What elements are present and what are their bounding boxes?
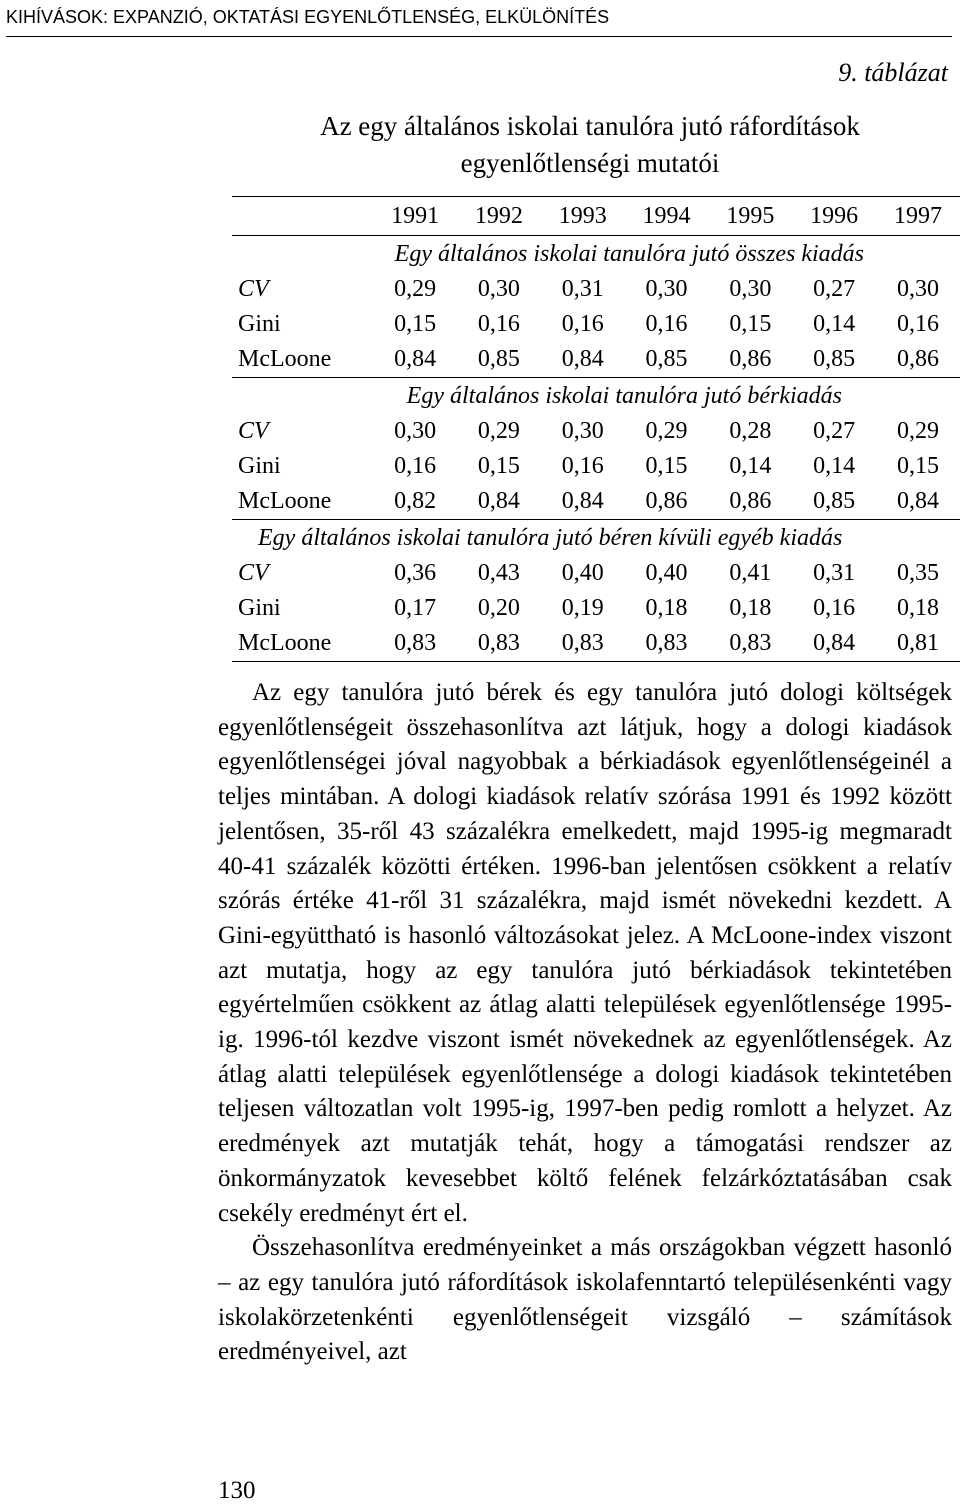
table-cell: 0,86 [708, 484, 792, 520]
table-cell: 0,85 [792, 484, 876, 520]
table-cell: 0,83 [625, 626, 709, 662]
table-title-line-1: Az egy általános iskolai tanulóra jutó ráfordítások [320, 111, 860, 141]
row-label: CV [238, 418, 269, 444]
table-row [232, 484, 960, 520]
table-cell: 0,84 [876, 484, 960, 520]
table-cell: 0,15 [394, 311, 437, 337]
table-cell: 0,83 [457, 626, 541, 662]
section-heading-row [232, 236, 960, 273]
table-cell: 0,27 [813, 276, 856, 302]
table-row [232, 272, 960, 307]
table-cell: 0,30 [897, 276, 940, 302]
table-cell: 0,15 [897, 453, 940, 479]
table-cell: 0,40 [561, 560, 604, 586]
year-header: 1997 [876, 197, 960, 236]
corner-cell [232, 197, 373, 236]
table-cell: 0,84 [792, 626, 876, 662]
row-label: Gini [238, 311, 281, 337]
table-label: 9. táblázat [838, 58, 948, 87]
table-cell: 0,83 [708, 626, 792, 662]
table-cell: 0,29 [477, 418, 520, 444]
table-cell: 0,16 [645, 311, 688, 337]
table-cell: 0,19 [561, 595, 604, 621]
table-cell: 0,16 [813, 595, 856, 621]
table-cell: 0,30 [645, 276, 688, 302]
table-row [232, 342, 960, 378]
table-row [232, 414, 960, 449]
table-cell: 0,84 [457, 484, 541, 520]
table-cell: 0,16 [477, 311, 520, 337]
table-cell: 0,82 [373, 484, 457, 520]
table-cell: 0,86 [625, 484, 709, 520]
running-header: KIHÍVÁSOK: EXPANZIÓ, OKTATÁSI EGYENLŐTLENSÉG, ELKÜLÖNÍTÉS [6, 4, 952, 37]
row-label: Gini [238, 453, 281, 479]
table-cell: 0,28 [729, 418, 772, 444]
row-label: McLoone [232, 342, 373, 378]
table-cell: 0,86 [708, 342, 792, 378]
paragraph: Összehasonlítva eredményeinket a más országokban végzett hasonló – az egy tanulóra jutó ráfordítások iskolafenntartó településenkénti vagy iskolakörzetenkénti egyenlőtlenségeit vizsgáló – számítások eredményeivel, azt [218, 1234, 952, 1366]
section-heading-row [232, 520, 960, 557]
table-cell: 0,30 [394, 418, 437, 444]
table-title-line-2: egyenlőtlenségi mutatói [460, 148, 720, 178]
table-cell: 0,30 [729, 276, 772, 302]
table-cell: 0,27 [813, 418, 856, 444]
page-number: 130 [218, 1477, 256, 1504]
table-cell: 0,31 [813, 560, 856, 586]
table-cell: 0,16 [897, 311, 940, 337]
paragraph: Az egy tanulóra jutó bérek és egy tanulóra jutó dologi költségek egyenlőtlenségeit összehasonlítva azt látjuk, hogy a dologi kiadások egyenlőtlenségei jóval nagyobbak a bérkiadások egyenlőtlenségeinél a teljes mintában. A dologi kiadások relatív szórása 1991 és 1992 között jelentősen, 35-ről 43 százalékra emelkedett, majd 1995-ig megmaradt 40-41 százalék közötti értéken. 1996-ban jelentősen csökkent a relatív szórás értéke 41-ről 31 százalékra, majd ismét növekedni kezdett. A Gini-együttható is hasonló változásokat jelez. A McLoone-index viszont azt mutatja, hogy az egy tanulóra jutó bérkiadások tekintetében egyértelműen csökkent az átlag alatti települések egyenlőtlensége 1995-ig. 1996-tól kezdve viszont ismét növekednek az egyenlőtlenségek. Az átlag alatti települések egyenlőtlensége a dologi kiadások tekintetében teljesen változatlan volt 1995-ig, 1997-ben pedig romlott a helyzet. Az eredmények azt mutatják tehát, hogy a támogatási rendszer az önkormányzatok kevesebbet költő felének felzárkóztatásában csak csekély eredményt ért el. [218, 679, 952, 1227]
table-cell: 0,41 [729, 560, 772, 586]
section-heading: Egy általános iskolai tanulóra jutó béren kívüli egyéb kiadás [258, 525, 843, 551]
year-header: 1991 [373, 197, 457, 236]
table-cell: 0,15 [477, 453, 520, 479]
section-heading-row [232, 378, 960, 415]
section-heading: Egy általános iskolai tanulóra jutó összes kiadás [394, 241, 864, 267]
table-cell: 0,81 [876, 626, 960, 662]
table-cell: 0,29 [394, 276, 437, 302]
year-header: 1993 [541, 197, 625, 236]
table-cell: 0,36 [394, 560, 437, 586]
table-cell: 0,83 [373, 626, 457, 662]
table-row [232, 591, 960, 626]
table-cell: 0,84 [541, 342, 625, 378]
table-cell: 0,86 [876, 342, 960, 378]
table-cell: 0,18 [897, 595, 940, 621]
table-cell: 0,29 [645, 418, 688, 444]
inequality-table [232, 196, 960, 662]
body-text [218, 676, 952, 1370]
table-row [232, 626, 960, 662]
table-cell: 0,83 [541, 626, 625, 662]
row-label: CV [238, 276, 269, 302]
table-cell: 0,16 [561, 311, 604, 337]
table-cell: 0,35 [897, 560, 940, 586]
row-label: McLoone [232, 484, 373, 520]
table-cell: 0,43 [477, 560, 520, 586]
section-heading: Egy általános iskolai tanulóra jutó bérkiadás [406, 383, 842, 409]
table-cell: 0,84 [373, 342, 457, 378]
table-cell: 0,40 [645, 560, 688, 586]
table-cell: 0,14 [813, 453, 856, 479]
year-header: 1996 [792, 197, 876, 236]
table-cell: 0,18 [729, 595, 772, 621]
table-cell: 0,15 [729, 311, 772, 337]
table-cell: 0,30 [561, 418, 604, 444]
table-cell: 0,20 [477, 595, 520, 621]
table-cell: 0,16 [394, 453, 437, 479]
table-cell: 0,85 [457, 342, 541, 378]
year-header: 1992 [457, 197, 541, 236]
year-header-row [232, 197, 960, 236]
table-row [232, 307, 960, 342]
year-header: 1994 [625, 197, 709, 236]
row-label: CV [238, 560, 269, 586]
year-header: 1995 [708, 197, 792, 236]
row-label: Gini [238, 595, 281, 621]
table-cell: 0,85 [792, 342, 876, 378]
table-cell: 0,14 [813, 311, 856, 337]
table-cell: 0,14 [729, 453, 772, 479]
table-cell: 0,15 [645, 453, 688, 479]
table-cell: 0,85 [625, 342, 709, 378]
table-cell: 0,17 [394, 595, 437, 621]
table-cell: 0,29 [897, 418, 940, 444]
table-row [232, 556, 960, 591]
table-cell: 0,18 [645, 595, 688, 621]
table-row [232, 449, 960, 484]
table-title [230, 108, 950, 182]
row-label: McLoone [232, 626, 373, 662]
table-cell: 0,84 [541, 484, 625, 520]
table-cell: 0,16 [561, 453, 604, 479]
table-cell: 0,30 [477, 276, 520, 302]
table-cell: 0,31 [561, 276, 604, 302]
